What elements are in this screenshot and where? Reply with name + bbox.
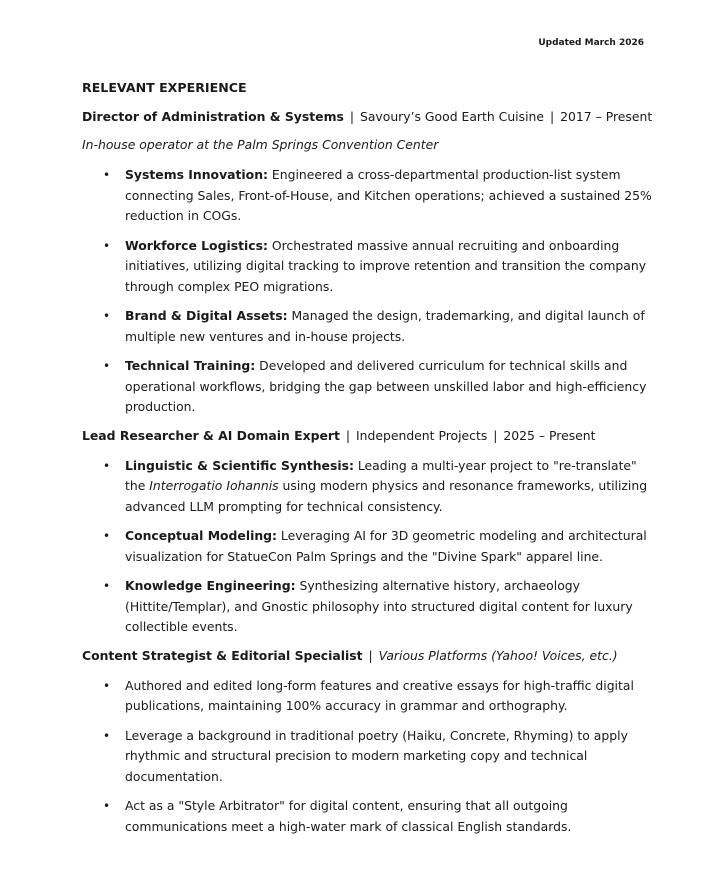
bullet-icon: •	[103, 678, 111, 693]
bullet-icon: •	[103, 168, 111, 182]
bullet-icon: •	[103, 728, 111, 743]
bullet-icon: •	[103, 579, 111, 593]
list-item	[82, 165, 654, 227]
list-item	[82, 456, 654, 518]
list-item	[82, 356, 654, 418]
bullet-list-1	[82, 165, 654, 418]
bullet-lead: Technical Training:	[125, 358, 256, 373]
job-heading-1	[82, 108, 654, 125]
separator: |	[493, 427, 498, 443]
bullet-text: Authored and edited long-form features and creative essays for high-traffic digital publications, maintaining 100% accuracy in grammar and orthography.	[125, 677, 634, 713]
bullet-text: Managed the design, trademarking, and digital launch of multiple new ventures and in-house projects.	[125, 308, 645, 344]
job-role: Director of Administration & Systems	[82, 109, 344, 124]
separator: |	[345, 427, 351, 443]
bullet-lead: Linguistic & Scientific Synthesis:	[125, 457, 354, 473]
bullet-text: Engineered a cross-departmental production-list system connecting Sales, Front-of-House, and Kitchen operations; achieved a sustained 25% reduction in COGs.	[125, 167, 652, 223]
bullet-text: Leading a multi-year project to "re-translate" the	[125, 457, 637, 493]
job-role: Content Strategist & Editorial Specialist	[82, 647, 363, 663]
section-title: RELEVANT EXPERIENCE	[82, 80, 247, 95]
bullet-text: Leverage a background in traditional poetry (Haiku, Concrete, Rhyming) to apply rhythmic and structural precision to modern marketing copy and technical documentation.	[125, 727, 628, 784]
bullet-italic-title: Interrogatio Iohannis	[149, 478, 279, 493]
list-item	[82, 676, 654, 717]
job-company: Various Platforms (Yahoo! Voices, etc.)	[378, 647, 618, 663]
bullet-text: using modern physics and resonance frameworks, utilizing advanced LLM prompting for technical consistency.	[125, 478, 648, 514]
bullet-lead: Conceptual Modeling:	[125, 528, 277, 543]
bullet-list-3	[82, 676, 654, 838]
experience-section	[82, 80, 654, 846]
bullet-lead: Brand & Digital Assets:	[125, 308, 288, 323]
job-company: Savoury’s Good Earth Cuisine	[359, 109, 544, 124]
separator: |	[368, 647, 373, 663]
updated-date: Updated March 2026	[538, 38, 644, 48]
bullet-icon: •	[103, 309, 111, 323]
job-dates: 2017 – Present	[560, 109, 653, 124]
job-heading-2	[82, 427, 654, 444]
bullet-list-2	[82, 456, 654, 638]
list-item	[82, 796, 654, 837]
bullet-text: Leveraging AI for 3D geometric modeling and architectural visualization for StatueCon Palm Springs and the "Divine Spark" apparel line.	[125, 528, 647, 564]
list-item	[82, 526, 654, 567]
list-item	[82, 306, 654, 347]
job-role: Lead Researcher & AI Domain Expert	[82, 427, 340, 443]
bullet-text: Act as a "Style Arbitrator" for digital content, ensuring that all outgoing communications meet a high-water mark of classical English standards.	[125, 798, 572, 834]
bullet-icon: •	[103, 238, 111, 253]
bullet-icon: •	[103, 359, 111, 373]
job-heading-3	[82, 647, 654, 664]
bullet-text: Developed and delivered curriculum for technical skills and operational workflows, bridging the gap between unskilled labor and high-efficiency production.	[125, 358, 647, 414]
bullet-lead: Knowledge Engineering:	[125, 578, 296, 593]
bullet-text: Orchestrated massive annual recruiting and onboarding initiatives, utilizing digital tracking to improve retention and transition the company through complex PEO migrations.	[125, 237, 647, 294]
bullet-lead: Workforce Logistics:	[125, 237, 268, 253]
bullet-icon: •	[103, 799, 111, 813]
bullet-icon: •	[103, 529, 111, 543]
job-subtitle: In-house operator at the Palm Springs Convention Center	[82, 137, 439, 152]
separator: |	[549, 109, 555, 124]
list-item	[82, 236, 654, 298]
bullet-lead: Systems Innovation:	[125, 167, 268, 182]
job-company: Independent Projects	[355, 427, 488, 443]
bullet-icon: •	[103, 458, 111, 473]
bullet-text: Synthesizing alternative history, archaeology (Hittite/Templar), and Gnostic philosophy into structured digital content for luxury collectible events.	[125, 578, 633, 634]
job-dates: 2025 – Present	[503, 427, 596, 443]
separator: |	[349, 109, 354, 124]
list-item	[82, 576, 654, 638]
list-item	[82, 726, 654, 788]
